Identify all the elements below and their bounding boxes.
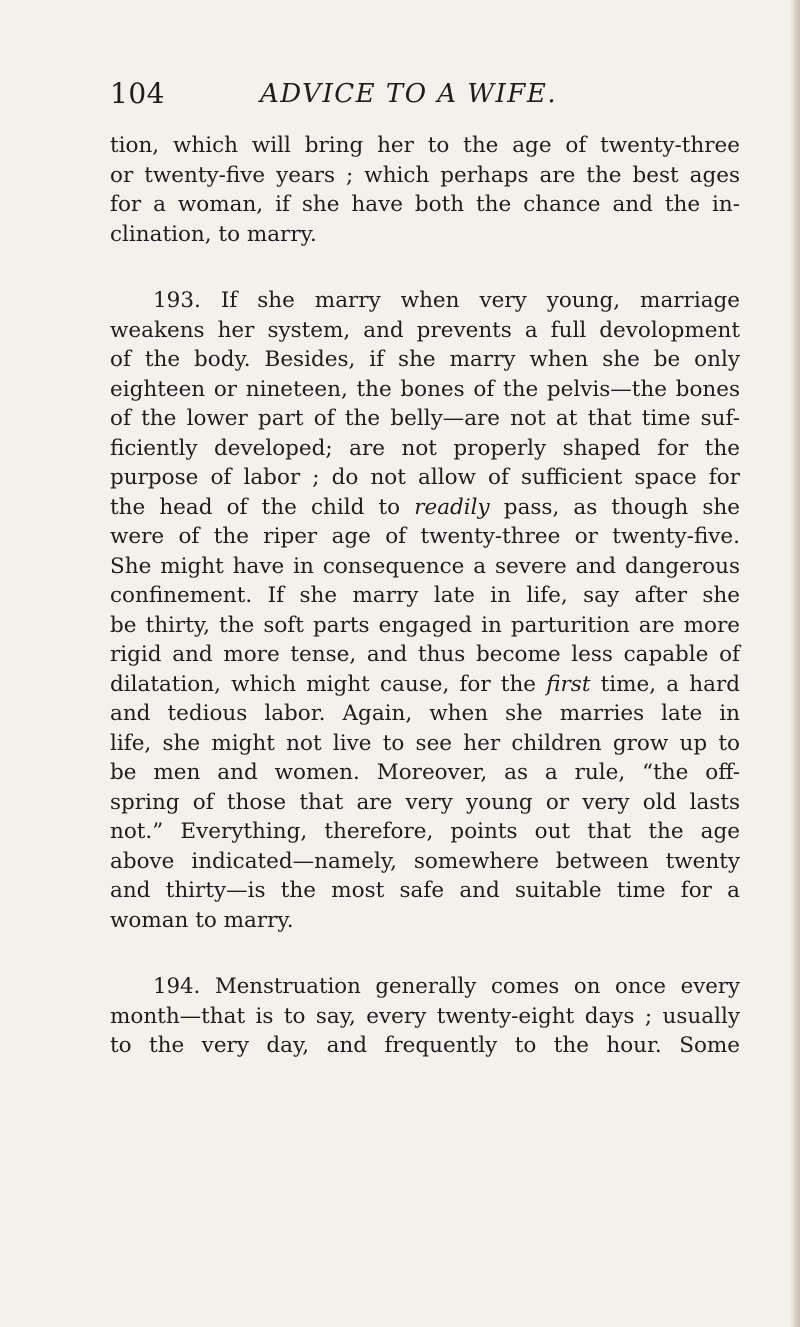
text-line: be thirty, the soft parts engaged in parturition are more (110, 612, 740, 638)
page-edge (790, 0, 800, 1327)
text-line (110, 493, 740, 523)
text-line: confinement. If she marry late in life, say after she (110, 583, 740, 608)
text-line: not.” Everything, therefore, points out that the age (110, 819, 740, 844)
paragraph (110, 972, 740, 1061)
text-segment: pass, as though she (489, 494, 740, 520)
text-segment: dilatation, which might cause, for the (110, 671, 547, 697)
text-line: purpose of labor ; do not allow of sufficient space for (110, 465, 740, 490)
text-line: month—that is to say, every twenty-eight days ; usually (110, 1003, 740, 1029)
text-line: were of the riper age of twenty-three or twenty-five. (110, 524, 740, 549)
text-segment: the head of the child to (110, 494, 415, 520)
text-line: or twenty-five years ; which perhaps are the best ages (110, 162, 740, 188)
text-line: for a woman, if she have both the chance and the in- (110, 192, 740, 217)
text-line: 194. Menstruation generally comes on once every (153, 974, 740, 999)
text-line (110, 670, 740, 700)
paragraph (110, 286, 740, 935)
text-line: of the lower part of the belly—are not at that time suf- (110, 406, 740, 431)
italic-emphasis: first (546, 671, 591, 697)
text-line: woman to marry. (110, 907, 294, 933)
text-line: She might have in consequence a severe and dangerous (110, 553, 740, 579)
text-line: eighteen or nineteen, the bones of the pelvis—the bones (110, 376, 740, 402)
text-line: life, she might not live to see her children grow up to (110, 730, 740, 756)
italic-emphasis: readily (414, 494, 490, 520)
text-segment: time, a hard (590, 671, 740, 697)
text-line: spring of those that are very young or very old lasts (110, 789, 740, 815)
text-line: of the body. Besides, if she marry when she be only (110, 347, 740, 372)
text-line: above indicated—namely, somewhere between twenty (110, 848, 740, 874)
text-line: to the very day, and frequently to the hour. Some (110, 1033, 740, 1058)
paragraph-gap (110, 935, 740, 972)
text-line: be men and women. Moreover, as a rule, “the off- (110, 760, 740, 785)
text-line: tion, which will bring her to the age of twenty-three (110, 133, 740, 158)
text-line: clination, to marry. (110, 221, 317, 247)
text-line: and tedious labor. Again, when she marries late in (110, 701, 740, 726)
body-text (110, 131, 740, 1061)
page-number: 104 (110, 77, 165, 110)
paragraph (110, 131, 740, 249)
paragraph-gap (110, 249, 740, 286)
text-line: 193. If she marry when very young, marriage (153, 288, 740, 313)
text-line: rigid and more tense, and thus become less capable of (110, 642, 740, 667)
text-line: weakens her system, and prevents a full devolopment (110, 317, 740, 343)
running-head (110, 74, 750, 114)
text-line: and thirty—is the most safe and suitable time for a (110, 878, 740, 903)
text-line: ficiently developed; are not properly shaped for the (110, 435, 740, 461)
running-title: ADVICE TO A WIFE. (260, 79, 558, 109)
